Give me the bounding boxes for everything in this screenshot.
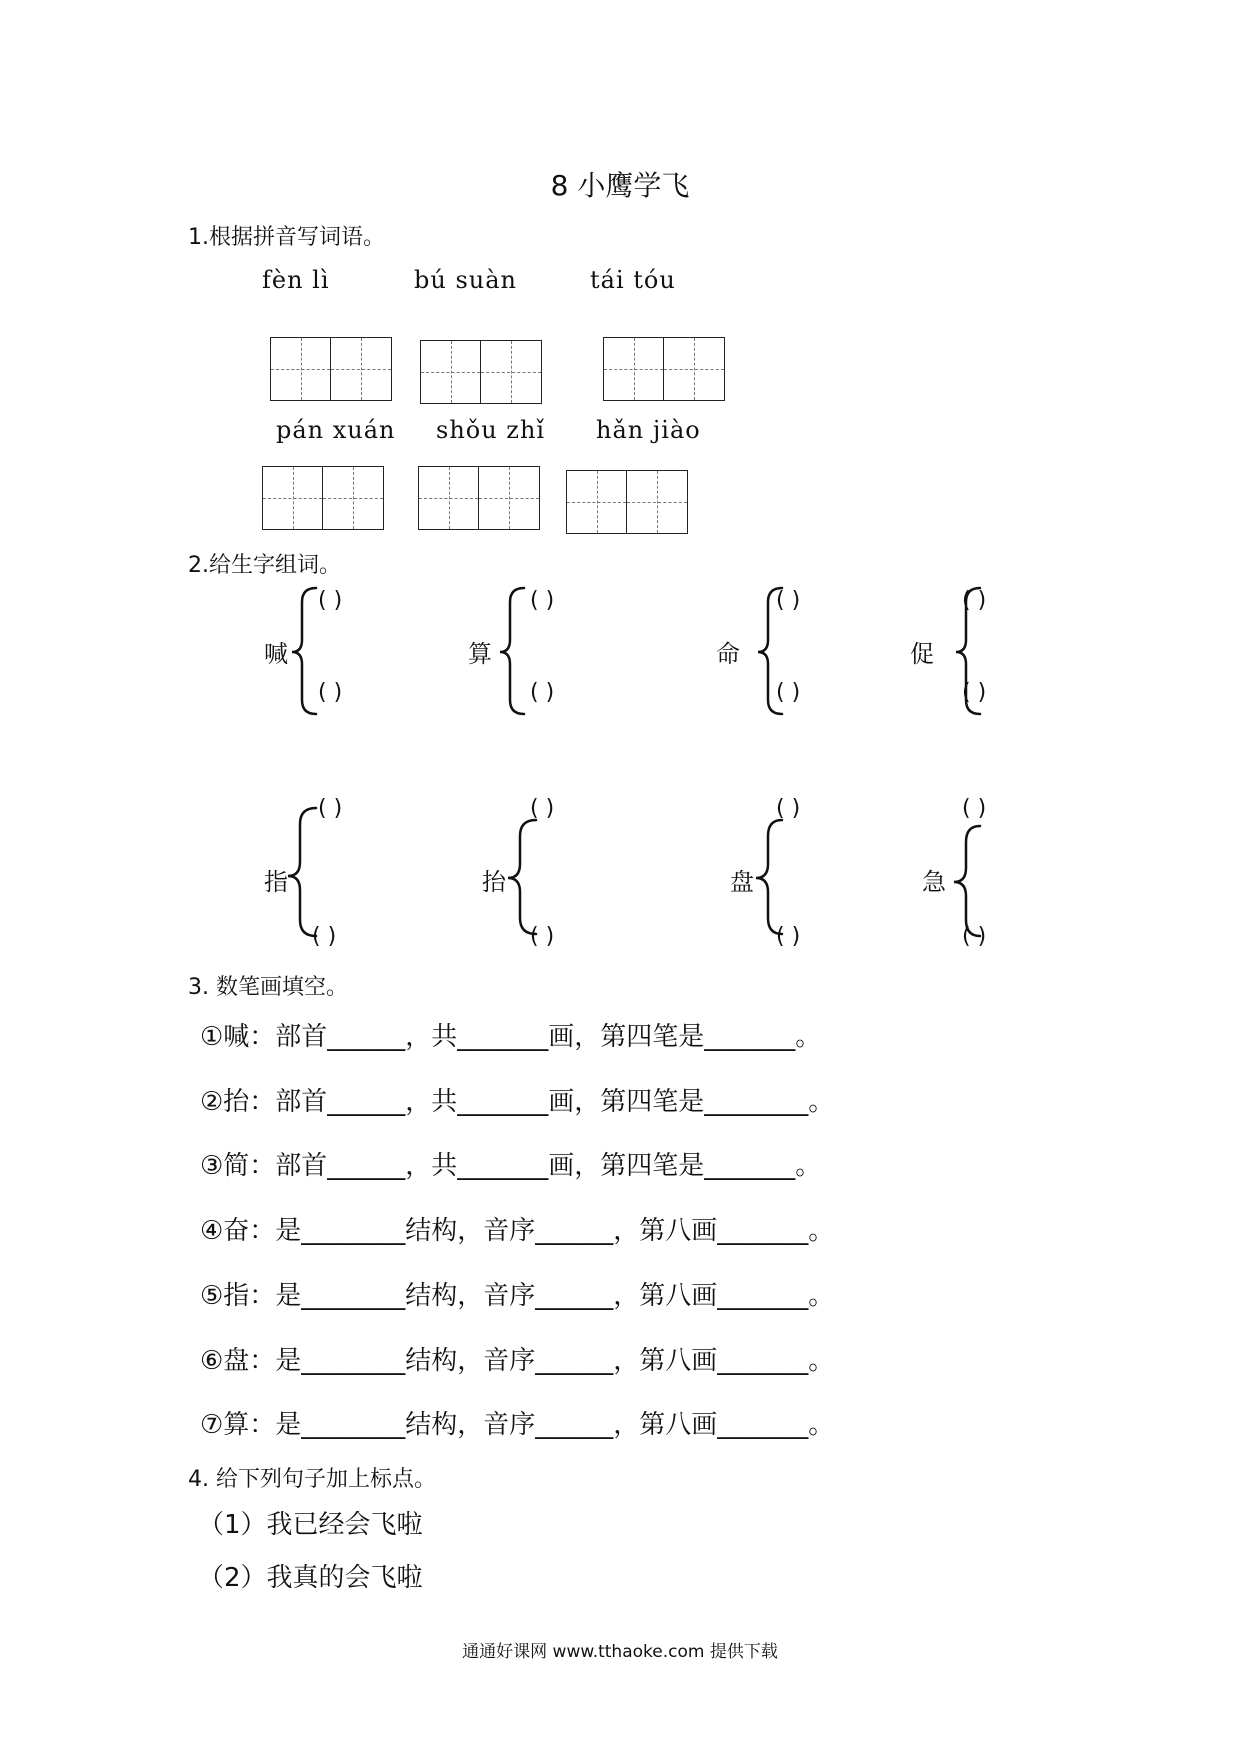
- pinyin-panxuan: pán xuán: [276, 416, 396, 444]
- char-han: 喊: [264, 640, 288, 668]
- sentence-1: （1）我已经会飞啦: [198, 1510, 423, 1540]
- answer-blank[interactable]: ( ): [962, 680, 987, 705]
- stroke-line-4: ④奋：是________结构，音序______，第八画_______。: [200, 1216, 835, 1246]
- answer-blank[interactable]: ( ): [318, 796, 343, 821]
- answer-blank[interactable]: ( ): [776, 588, 801, 613]
- char-ming: 命: [716, 640, 740, 668]
- sentence-2: （2）我真的会飞啦: [198, 1563, 423, 1593]
- footer-credit: 通通好课网 www.tthaoke.com 提供下载: [462, 1642, 778, 1662]
- answer-blank[interactable]: ( ): [776, 924, 801, 949]
- answer-blank[interactable]: ( ): [530, 924, 555, 949]
- brace-icon: [292, 588, 316, 714]
- char-cu: 促: [910, 640, 934, 668]
- q4-heading: 4. 给下列句子加上标点。: [188, 1467, 436, 1492]
- answer-blank[interactable]: ( ): [318, 680, 343, 705]
- q3-heading: 3. 数笔画填空。: [188, 975, 348, 1000]
- stroke-line-7: ⑦算：是________结构，音序______，第八画_______。: [200, 1410, 835, 1440]
- brace-icon: [500, 588, 524, 714]
- stroke-line-2: ②抬：部首______，共_______画，第四笔是________。: [200, 1087, 835, 1117]
- brace-icon: [756, 820, 782, 934]
- answer-blank[interactable]: ( ): [776, 796, 801, 821]
- answer-blank[interactable]: ( ): [530, 680, 555, 705]
- pinyin-busuan: bú suàn: [414, 266, 517, 294]
- answer-blank[interactable]: ( ): [530, 796, 555, 821]
- stroke-line-1: ①喊：部首______，共_______画，第四笔是_______。: [200, 1022, 822, 1052]
- q2-heading: 2.给生字组词。: [188, 553, 341, 578]
- q1-heading: 1.根据拼音写词语。: [188, 225, 385, 250]
- answer-blank[interactable]: ( ): [318, 588, 343, 613]
- answer-blank[interactable]: ( ): [530, 588, 555, 613]
- brace-icon: [954, 826, 980, 936]
- pinyin-shouzhi: shǒu zhǐ: [436, 416, 546, 444]
- pinyin-taitou: tái tóu: [590, 266, 676, 294]
- stroke-line-5: ⑤指：是________结构，音序______，第八画_______。: [200, 1281, 835, 1311]
- char-pan: 盘: [730, 868, 754, 896]
- stroke-line-3: ③简：部首______，共_______画，第四笔是_______。: [200, 1151, 822, 1181]
- char-ji: 急: [922, 868, 946, 896]
- char-suan: 算: [468, 640, 492, 668]
- char-zhi: 指: [264, 868, 288, 896]
- answer-blank[interactable]: ( ): [962, 796, 987, 821]
- answer-blank[interactable]: ( ): [312, 924, 337, 949]
- pinyin-hanjiao: hǎn jiào: [596, 416, 701, 444]
- answer-blank[interactable]: ( ): [962, 588, 987, 613]
- char-tai: 抬: [482, 868, 506, 896]
- brace-icon: [508, 820, 536, 934]
- pinyin-fenli: fèn lì: [262, 266, 330, 294]
- stroke-line-6: ⑥盘：是________结构，音序______，第八画_______。: [200, 1346, 835, 1376]
- brace-icon: [288, 808, 316, 936]
- answer-blank[interactable]: ( ): [776, 680, 801, 705]
- answer-blank[interactable]: ( ): [962, 924, 987, 949]
- page-title: 8 小鹰学飞: [550, 169, 690, 202]
